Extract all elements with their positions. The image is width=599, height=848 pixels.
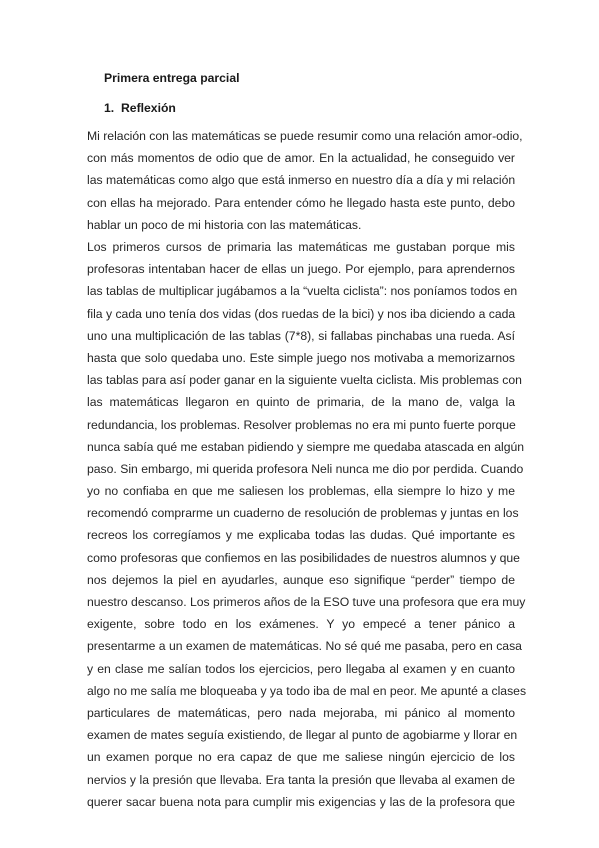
paragraph-line: las matemáticas llegaron en quinto de primaria, de la mano de, valga la [87,395,515,410]
paragraph-line: nuestro descanso. Los primeros años de la ESO tuve una profesora que era muy [87,595,526,609]
paragraph-line: hablar un poco de mi historia con las matemáticas. [87,217,362,232]
paragraph-line: particulares de matemáticas, pero nada mejoraba, mi pánico al momento [87,705,515,720]
paragraph-line: examen de mates seguía existiendo, de llegar al punto de agobiarme y llorar en [87,728,518,743]
paragraph-line: Mi relación con las matemáticas se puede resumir como una relación amor-odio, [87,129,523,143]
paragraph-1 [87,125,523,236]
paragraph-line: y en clase me salían todos los ejercicios, pero llegaba al examen y en cuanto [87,661,515,676]
paragraph-line: recomendó comprarme un cuaderno de resolución de problemas y juntas en los [87,506,519,521]
paragraph-line: un examen porque no era capaz de que me saliese ningún ejercicio de los [87,750,515,765]
paragraph-line: exigente, sobre todo en los exámenes. Y yo empecé a tener pánico a [87,617,515,632]
paragraph-line: hasta que solo quedaba uno. Este simple juego nos motivaba a memorizarnos [87,350,515,365]
paragraph-line: fila y cada uno tenía dos vidas (dos ruedas de la bici) y nos iba diciendo a cada [87,306,516,321]
paragraph-line: nos dejemos la piel en ayudarles, aunque eso signifique “perder” tiempo de [87,572,515,587]
paragraph-line: como profesoras que confiemos en las posibilidades de nuestros alumnos y que [87,550,520,565]
section-heading-text: Reflexión [121,101,176,115]
paragraph-line: las tablas para así poder ganar en la siguiente vuelta ciclista. Mis problemas con [87,373,522,388]
paragraph-line: yo no confiaba en que me saliesen los problemas, ella siempre lo hizo y me [87,484,515,499]
paragraph-line: Los primeros cursos de primaria las matemáticas me gustaban porque mis [87,240,515,254]
paragraph-line: nervios y la presión que llevaba. Era tanta la presión que llevaba al examen de [87,772,515,787]
section-number: 1. [104,101,115,115]
paragraph-line: paso. Sin embargo, mi querida profesora Neli nunca me dio por perdida. Cuando [87,461,524,476]
paragraph-2 [87,236,527,813]
paragraph-line: nunca sabía qué me estaban pidiendo y siempre me quedaba atascada en algún [87,439,525,454]
paragraph-line: recreos los corregíamos y me explicaba todas las dudas. Qué importante es [87,528,515,543]
paragraph-line: las matemáticas como algo que está inmerso en nuestro día a día y mi relación [87,173,516,188]
paragraph-line: profesoras intentaban hacer de ellas un juego. Por ejemplo, para aprendernos [87,262,515,277]
document-title: Primera entrega parcial [104,71,240,85]
paragraph-line: uno una multiplicación de las tablas (7*8), si fallabas pinchabas una rueda. Así [87,328,515,343]
section-heading [104,101,176,115]
paragraph-line: presentarme a un examen de matemáticas. No sé qué me pasaba, pero en casa [87,639,522,654]
paragraph-line: con más momentos de odio que de amor. En la actualidad, he conseguido ver [87,151,515,166]
paragraph-line: redundancia, los problemas. Resolver problemas no era mi punto fuerte porque [87,417,516,432]
paragraph-line: algo no me salía me bloqueaba y ya todo iba de mal en peor. Me apunté a clases [87,683,527,698]
paragraph-line: las tablas de multiplicar jugábamos a la “vuelta ciclista”: nos poníamos todos en [87,284,518,299]
paragraph-line: con ellas ha mejorado. Para entender cómo he llegado hasta este punto, debo [87,195,515,210]
paragraph-line: querer sacar buena nota para cumplir mis exigencias y las de la profesora que [87,794,515,809]
